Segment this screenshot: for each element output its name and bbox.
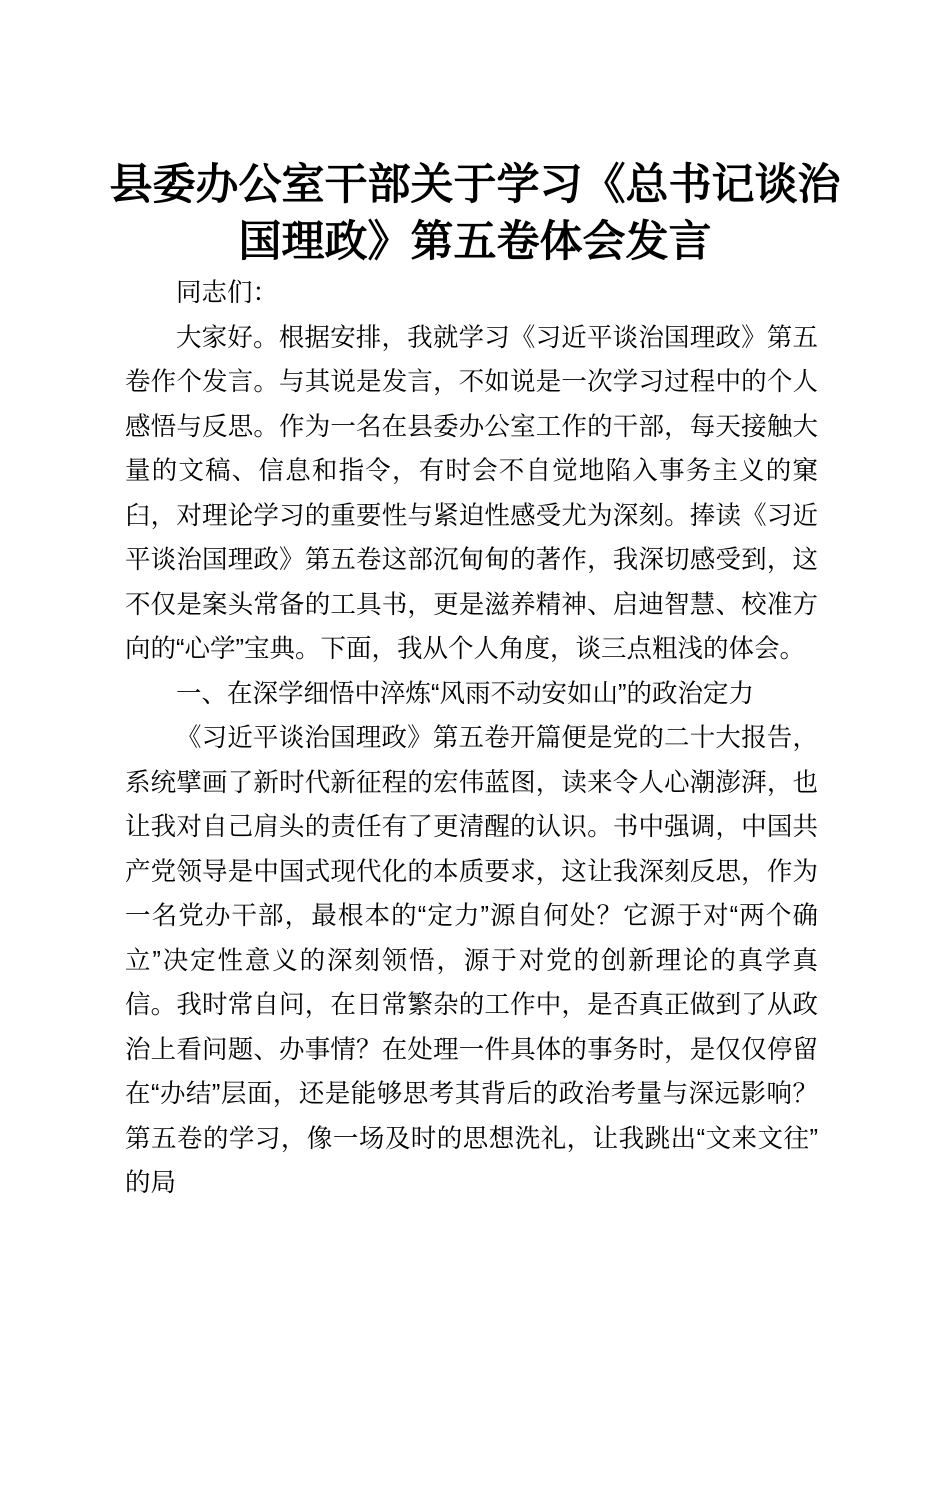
document-body (0, 271, 950, 1206)
section-1-paragraph: 《习近平谈治国理政》第五卷开篇便是党的二十大报告，系统擘画了新时代新征程的宏伟蓝图，读来令人心潮澎湃，也让我对自己肩头的责任有了更清醒的认识。书中强调，中国共产党领导是中国式现代化的本质要求，这让我深刻反思，作为一名党办干部，最根本的“定力”源自何处？它源于对“两个确立”决定性意义的深刻领悟，源于对党的创新理论的真学真信。我时常自问，在日常繁杂的工作中，是否真正做到了从政治上看问题、办事情？在处理一件具体的事务时，是仅仅停留在“办结”层面，还是能够思考其背后的政治考量与深远影响？第五卷的学习，像一场及时的思想洗礼，让我跳出“文来文往”的局 (125, 724, 818, 1197)
intro-paragraph: 大家好。根据安排，我就学习《习近平谈治国理政》第五卷作个发言。与其说是发言，不如说是一次学习过程中的个人感悟与反思。作为一名在县委办公室工作的干部，每天接触大量的文稿、信息和指令，有时会不自觉地陷入事务主义的窠臼，对理论学习的重要性与紧迫性感受尤为深刻。捧读《习近平谈治国理政》第五卷这部沉甸甸的著作，我深切感受到，这不仅是案头常备的工具书，更是滋养精神、启迪智慧、校准方向的“心学”宝典。下面，我从个人角度，谈三点粗浅的体会。 (125, 323, 818, 663)
document-title: 县委办公室干部关于学习《总书记谈治国理政》第五卷体会发言 (109, 162, 841, 266)
salutation-paragraph: 同志们： (176, 279, 279, 307)
section-1-heading: 一、在深学细悟中淬炼“风雨不动安如山”的政治定力 (176, 679, 754, 708)
document-page (0, 157, 950, 1501)
